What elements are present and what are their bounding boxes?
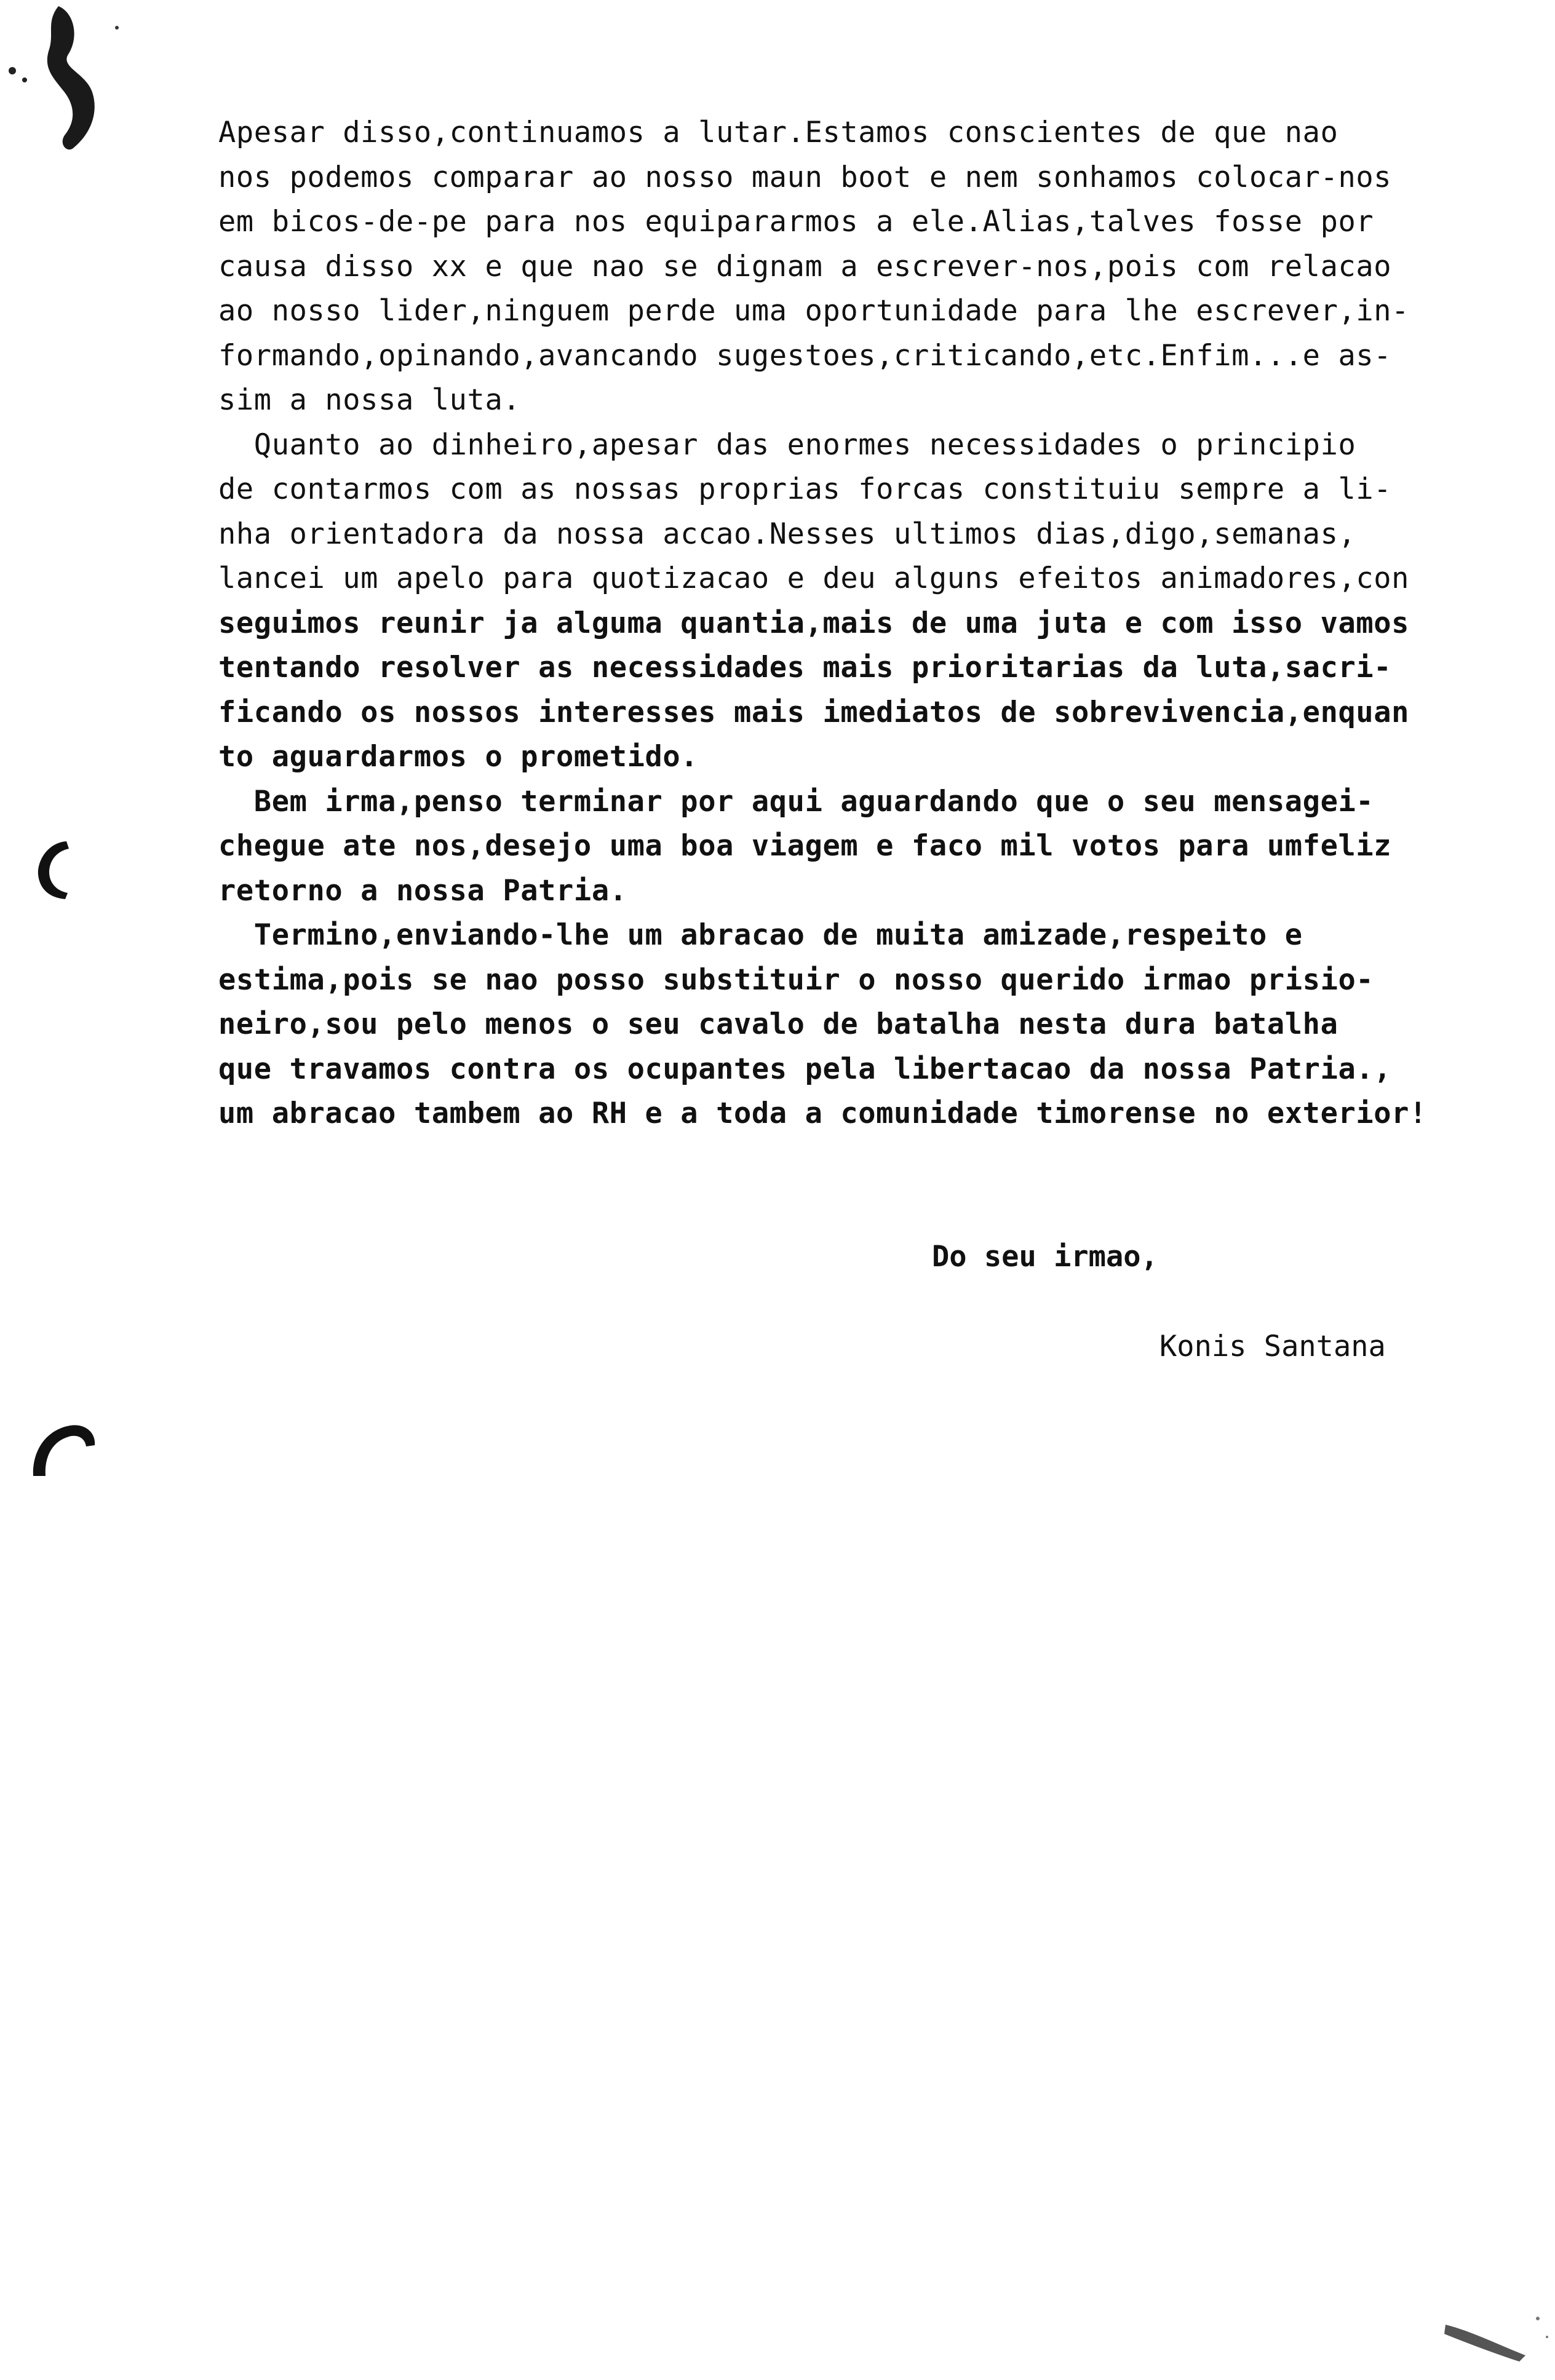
letter-line: ficando os nossos interesses mais imediatos de sobrevivencia,enquan (218, 695, 1410, 729)
letter-line: to aguardarmos o prometido. (218, 740, 699, 774)
letter-line: Apesar disso,continuamos a lutar.Estamos conscientes de que nao (218, 116, 1338, 149)
letter-line: chegue ate nos,desejo uma boa viagem e faco mil votos para umfeliz (218, 829, 1392, 863)
letter-line: estima,pois se nao posso substituir o nosso querido irmao prisio- (218, 962, 1374, 997)
letter-line: tentando resolver as necessidades mais prioritarias da luta,sacri- (218, 651, 1392, 684)
letter-line: retorno a nossa Patria. (218, 873, 627, 908)
letter-line: seguimos reunir ja alguma quantia,mais de uma juta e com isso vamos (218, 606, 1410, 640)
letter-line: nos podemos comparar ao nosso maun boot e nem sonhamos colocar-nos (218, 160, 1392, 194)
letter-line: Bem irma,penso terminar por aqui aguardando que o seu mensagei- (218, 784, 1374, 819)
letter-line: um abracao tambem ao RH e a toda a comunidade timorense no exterior! (218, 1097, 1427, 1130)
letter-line: lancei um apelo para quotizacao e deu alguns efeitos animadores,con (218, 561, 1410, 595)
letter-line: sim a nossa luta. (218, 383, 521, 417)
letter-line: que travamos contra os ocupantes pela libertacao da nossa Patria., (218, 1052, 1392, 1086)
letter-line: nha orientadora da nossa accao.Nesses ultimos dias,digo,semanas, (218, 517, 1356, 551)
letter-signature: Konis Santana (1159, 1330, 1386, 1363)
letter-line: causa disso xx e que nao se dignam a escrever-nos,pois com relacao (218, 249, 1392, 284)
letter-line: Termino,enviando-lhe um abracao de muita amizade,respeito e (218, 918, 1303, 952)
corner-smudge-mark (1433, 2300, 1555, 2380)
ink-blot-mark (0, 0, 160, 160)
punch-hole-mark (27, 1408, 101, 1482)
punch-hole-mark (30, 836, 79, 904)
letter-line: Quanto ao dinheiro,apesar das enormes necessidades o principio (218, 427, 1356, 462)
letter-line: formando,opinando,avancando sugestoes,criticando,etc.Enfim...e as- (218, 338, 1392, 373)
letter-line: de contarmos com as nossas proprias forcas constituiu sempre a li- (218, 472, 1392, 506)
letter-line: neiro,sou pelo menos o seu cavalo de batalha nesta dura batalha (218, 1007, 1338, 1041)
letter-line: em bicos-de-pe para nos equipararmos a ele.Alias,talves fosse por (218, 205, 1374, 239)
letter-closing: Do seu irmao, (932, 1240, 1158, 1274)
letter-line: ao nosso lider,ninguem perde uma oportunidade para lhe escrever,in- (218, 294, 1410, 328)
letter-body (218, 111, 1516, 1136)
